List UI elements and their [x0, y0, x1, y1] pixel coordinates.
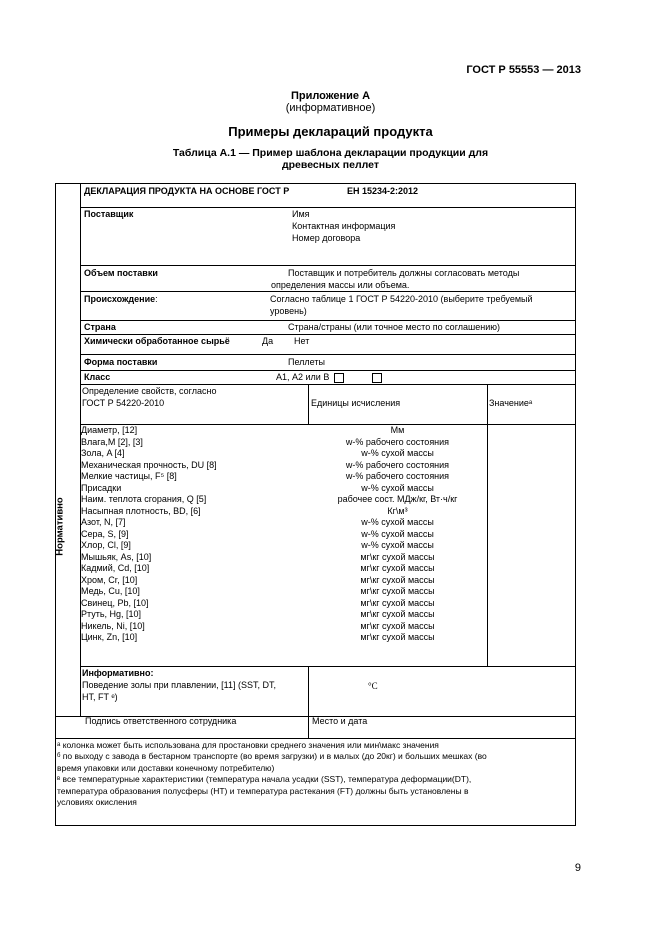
footnote — [57, 763, 274, 774]
form-label: Форма поставки — [84, 357, 158, 367]
property-name: Насыпная плотность, BD, [6] — [81, 505, 201, 516]
property-unit: w-% рабочего состояния — [345, 436, 450, 447]
supplier-line: Контактная информация — [292, 221, 396, 231]
props-col1: ГОСТ Р 54220-2010 — [82, 398, 165, 408]
footnote-mark: б — [57, 753, 61, 760]
property-unit: рабочее сост. МДж/кг, Вт·ч/кг — [337, 494, 458, 504]
class-label: Класс — [84, 372, 111, 382]
property-name: Механическая прочность, DU [8] — [81, 459, 217, 470]
footnote — [57, 740, 439, 751]
property-unit: мг\кг сухой массы — [360, 632, 435, 642]
property-name: Влага,M [2], [3] — [81, 436, 143, 447]
table-rule — [80, 334, 576, 335]
volume-text: определения массы или объема. — [271, 280, 410, 290]
props-col3-sup: а — [528, 400, 533, 406]
chemical-yes: Да — [262, 336, 274, 346]
signature-label: Подпись ответственного сотрудника — [85, 716, 237, 726]
props-col3 — [489, 398, 532, 409]
table-rule — [80, 370, 576, 371]
property-unit: мг\кг сухой массы — [360, 551, 435, 562]
origin-label: Происхождение — [84, 294, 156, 304]
section-title: Примеры деклараций продукта — [228, 124, 433, 139]
property-unit: мг\кг сухой массы — [360, 563, 435, 573]
origin-text: Согласно таблице 1 ГОСТ Р 54220-2010 (выберите требуемый — [270, 294, 533, 304]
declaration-ref: ЕН 15234-2:2012 — [347, 186, 419, 196]
footnote-text: все температурные характеристики (температура начала усадки (SST), температура деформации(DT), — [60, 774, 472, 785]
informative-unit: °C — [368, 681, 378, 691]
property-name: Мышьяк, As, [10] — [81, 551, 152, 562]
volume-text: Поставщик и потребитель должны согласовать методы — [288, 268, 520, 278]
origin-colon: : — [155, 294, 158, 304]
property-unit: w-% сухой массы — [361, 528, 434, 539]
footnote-mark: а — [57, 742, 61, 748]
property-name: Ртуть, Hg, [10] — [81, 609, 142, 619]
footnote-text: по выходу с завода в бестарном транспорте (во время загрузки) и в малых (до 20кг) и больших мешках (во — [60, 751, 487, 762]
property-unit: w-% сухой массы — [361, 448, 434, 458]
origin-text: уровень) — [270, 306, 307, 316]
property-unit: Кг\м³ — [387, 505, 408, 516]
declaration-label: ДЕКЛАРАЦИЯ ПРОДУКТА НА ОСНОВЕ ГОСТ Р — [84, 186, 290, 196]
property-unit: мг\кг сухой массы — [360, 609, 435, 619]
table-rule — [80, 207, 576, 208]
property-unit: мг\кг сухой массы — [360, 586, 435, 596]
chemical-label: Химически обработанное сырьё — [84, 336, 230, 346]
class-value: А1, А2 или В — [276, 372, 330, 382]
property-unit: мг\кг сухой массы — [360, 620, 435, 631]
property-name: Хром, Cr, [10] — [81, 574, 138, 585]
footnote-text: температура образования полусферы (HT) и температура растекания (FT) должны быть установлены в — [57, 785, 469, 796]
table-rule — [80, 320, 576, 321]
property-unit: w-% сухой массы — [361, 540, 434, 550]
table-divider — [487, 384, 488, 666]
property-name: Наим. теплота сгорания, Q [5] — [81, 494, 207, 504]
property-name: Зола, A [4] — [81, 448, 125, 458]
property-unit: w-% рабочего состояния — [345, 459, 450, 470]
property-name: Присадки — [81, 482, 122, 493]
informative-label: Информативно: — [82, 668, 154, 678]
footnote-text: время упаковки или доставки конечному потребителю) — [57, 762, 275, 773]
property-unit: Мм — [390, 425, 405, 435]
table-rule — [55, 738, 576, 739]
footnote — [57, 774, 471, 785]
country-value: Страна/страны (или точное место по соглашению) — [288, 322, 501, 332]
table-divider — [308, 666, 309, 716]
table-divider — [308, 716, 309, 738]
property-unit: мг\кг сухой массы — [360, 574, 435, 585]
footnote — [57, 751, 487, 762]
side-label-text: Нормативно — [54, 497, 66, 556]
property-name: Мелкие частицы, F⁵ [8] — [81, 471, 177, 481]
footnote — [57, 797, 137, 808]
supplier-label: Поставщик — [84, 209, 134, 219]
property-unit: w-% рабочего состояния — [345, 471, 450, 481]
table-rule — [80, 265, 576, 266]
chemical-no: Нет — [294, 336, 310, 346]
origin-label-row — [84, 294, 158, 305]
informative-text: HT, FT ᵉ) — [82, 692, 118, 702]
country-label: Страна — [84, 322, 116, 332]
supplier-line: Имя — [292, 209, 310, 219]
place-date-label: Место и дата — [312, 716, 368, 726]
table-rule — [80, 354, 576, 355]
table-rule — [80, 666, 576, 667]
annex-subtitle: (информативное) — [285, 102, 376, 114]
table-caption-line1: Таблица А.1 — Пример шаблона декларации продукции для — [172, 147, 489, 159]
props-col1: Определение свойств, согласно — [82, 386, 217, 396]
table-rule — [80, 384, 576, 385]
property-name: Кадмий, Cd, [10] — [81, 563, 150, 573]
table-rule — [80, 291, 576, 292]
property-name: Азот, N, [7] — [81, 517, 126, 527]
property-unit: мг\кг сухой массы — [360, 597, 435, 608]
volume-label: Объем поставки — [84, 268, 158, 278]
class-checkbox[interactable] — [334, 373, 344, 383]
supplier-line: Номер договора — [292, 233, 361, 243]
page-number: 9 — [574, 862, 581, 874]
annex-title: Приложение А — [290, 90, 371, 102]
property-name: Никель, Ni, [10] — [81, 620, 145, 631]
form-value: Пеллеты — [288, 357, 325, 367]
property-name: Хлор, Cl, [9] — [81, 540, 131, 550]
footnote-text: колонка может быть использована для простановки среднего значения или мин\макс значения — [60, 740, 439, 750]
standard-number: ГОСТ Р 55553 — 2013 — [466, 64, 581, 76]
property-name: Сера, S, [9] — [81, 528, 129, 539]
props-col2: Единицы исчисления — [311, 398, 401, 408]
footnote — [57, 786, 468, 797]
table-caption-line2: древесных пеллет — [281, 159, 380, 171]
footnote-mark: в — [57, 776, 61, 783]
class-checkbox[interactable] — [372, 373, 382, 383]
table-divider — [308, 384, 309, 424]
property-name: Свинец, Pb, [10] — [81, 597, 149, 608]
footnote-text: условиях окисления — [57, 797, 137, 807]
property-name: Диаметр, [12] — [81, 425, 138, 435]
property-name: Медь, Cu, [10] — [81, 586, 140, 596]
property-unit: w-% сухой массы — [361, 482, 434, 493]
props-col3-text: Значение — [489, 398, 529, 408]
property-name: Цинк, Zn, [10] — [81, 632, 138, 642]
property-unit: w-% сухой массы — [361, 517, 434, 527]
informative-text: Поведение золы при плавлении, [11] (SST, DT, — [82, 680, 277, 690]
